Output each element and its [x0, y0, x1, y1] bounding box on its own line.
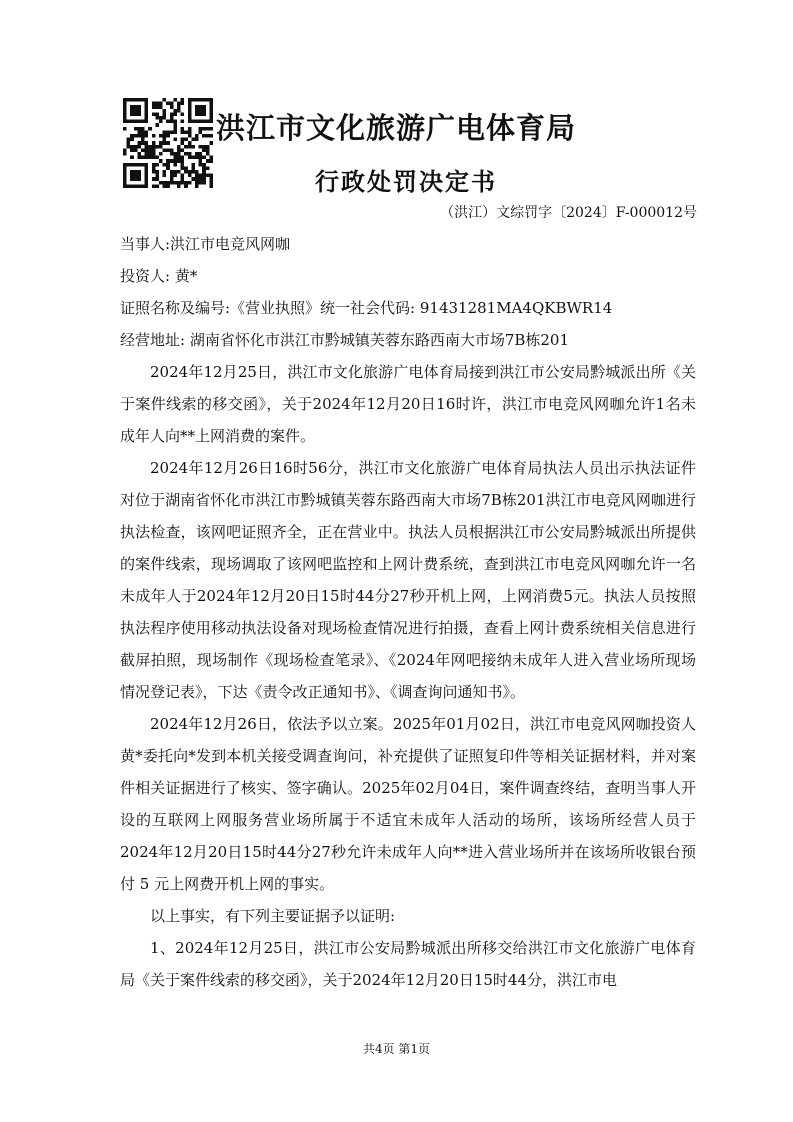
- page-number: 共4页 第1页: [362, 1042, 431, 1056]
- body-paragraph: 以上事实，有下列主要证据予以证明:: [150, 907, 396, 925]
- investor-line: 投资人: 黄*: [120, 267, 198, 285]
- body-paragraph: 1、2024年12月25日，洪江市公安局黔城派出所移交给洪江市文化旅游广电体育局《关于案件线索的移交函》，关于2024年12月20日15时44分，洪江市电: [120, 939, 696, 989]
- document-body: [120, 228, 696, 996]
- license-line: 证照名称及编号:《营业执照》统一社会代码: 91431281MA4QKBWR14: [120, 299, 613, 317]
- address-line: 经营地址: 湖南省怀化市洪江市黔城镇芙蓉东路西南大市场7B栋201: [120, 331, 570, 349]
- document-number: （洪江）文综罚字〔2024〕F-000012号: [440, 205, 697, 221]
- body-paragraph: 2024年12月26日，依法予以立案。2025年01月02日，洪江市电竞风网咖投资人黄*委托向*发到本机关接受调查询问，补充提供了证照复印件等相关证据材料，并对案件相关证据进行了核实、签字确认。2025年02月04日，案件调查终结，查明当事人开设的互联网上网服务营业场所属于不适宜未成年人活动的场所，该场所经营人员于2024年12月20日15时44分27秒允许未成年人向**进入营业场所并在该场所收银台预付 5 元上网费开机上网的事实。: [120, 715, 696, 893]
- issuing-organization: 洪江市文化旅游广电体育局: [216, 111, 577, 145]
- body-paragraph: 2024年12月26日16时56分，洪江市文化旅游广电体育局执法人员出示执法证件对位于湖南省怀化市洪江市黔城镇芙蓉东路西南大市场7B栋201洪江市电竞风网咖进行执法检查，该网吧证照齐全，正在营业中。执法人员根据洪江市公安局黔城派出所提供的案件线索，现场调取了该网吧监控和上网计费系统，查到洪江市电竞风网咖允许一名未成年人于2024年12月20日15时44分27秒开机上网，上网消费5元。执法人员按照执法程序使用移动执法设备对现场检查情况进行拍摄，查看上网计费系统相关信息进行截屏拍照，现场制作《现场检查笔录》、《2024年网吧接纳未成年人进入营业场所现场情况登记表》，下达《责令改正通知书》、《调查询问通知书》。: [120, 459, 696, 701]
- qr-code-icon: [123, 98, 213, 188]
- document-title: 行政处罚决定书: [315, 167, 497, 196]
- party-line: 当事人:洪江市电竞风网咖: [120, 235, 291, 253]
- body-paragraph: 2024年12月25日，洪江市文化旅游广电体育局接到洪江市公安局黔城派出所《关于案件线索的移交函》，关于2024年12月20日16时许，洪江市电竞风网咖允许1名未成年人向**上网消费的案件。: [120, 363, 696, 445]
